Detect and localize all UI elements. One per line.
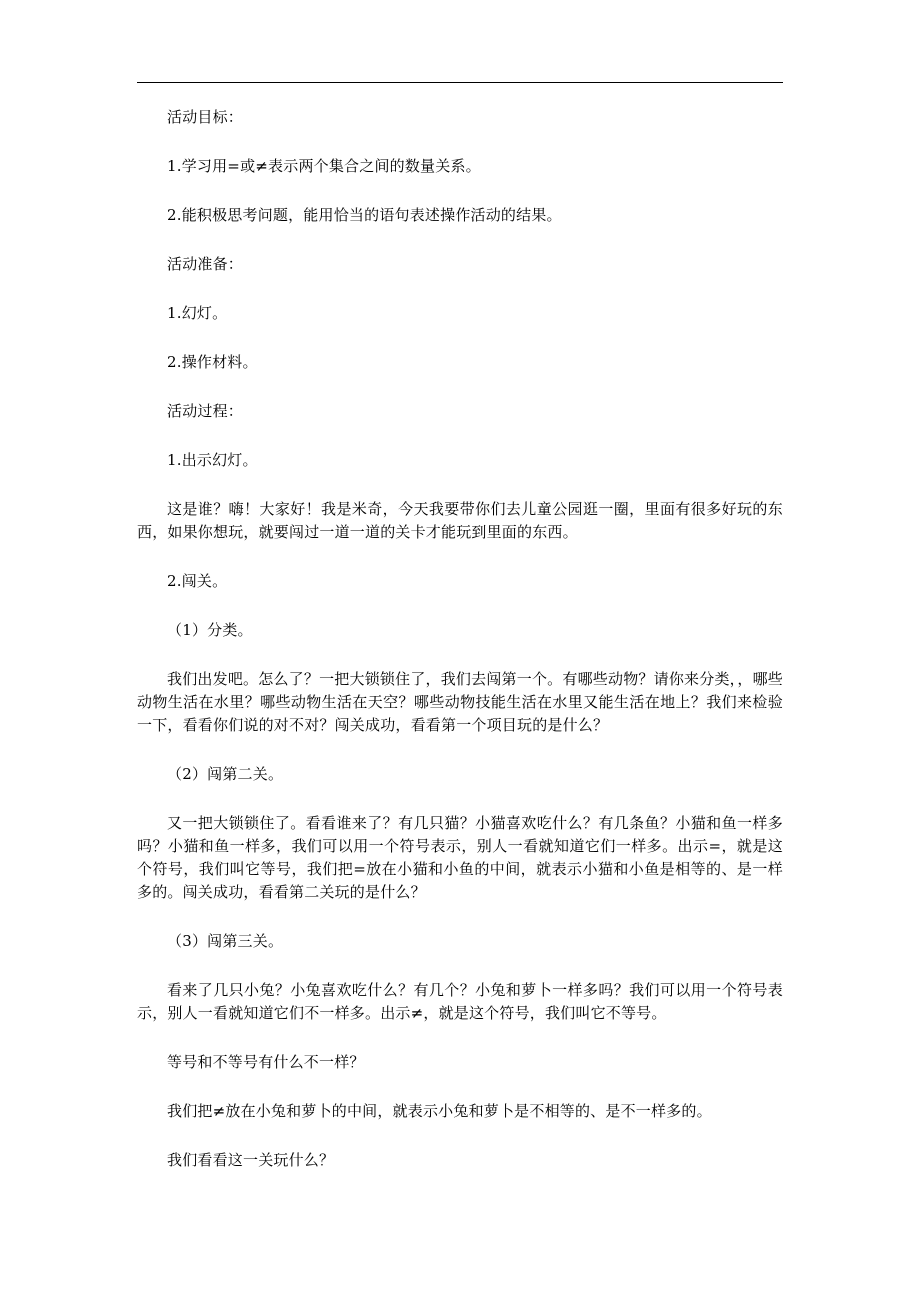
substep-3-heading: （3）闯第三关。 <box>167 932 284 950</box>
process-step-1: 1.出示幻灯。 <box>167 451 258 469</box>
substep-2-heading: （2）闯第二关。 <box>167 765 284 783</box>
header-rule <box>137 82 783 83</box>
substep-3-text: 看来了几只小兔？小兔喜欢吃什么？有几个？小兔和萝卜一样多吗？我们可以用一个符号表示，别人一看就知道它们不一样多。出示≠，就是这个符号，我们叫它不等号。 <box>137 981 783 1022</box>
preparation-item-1: 1.幻灯。 <box>167 304 228 322</box>
goal-item-2: 2.能积极思考问题，能用恰当的语句表述操作活动的结果。 <box>167 206 562 224</box>
process-step-1-text: 这是谁？嗨！大家好！我是米奇，今天我要带你们去儿童公园逛一圈，里面有很多好玩的东西，如果你想玩，就要闯过一道一道的关卡才能玩到里面的东西。 <box>137 500 783 541</box>
heading-activity-preparation: 活动准备： <box>167 255 244 273</box>
unequal-explanation: 我们把≠放在小兔和萝卜的中间，就表示小兔和萝卜是不相等的、是不一样多的。 <box>167 1102 712 1120</box>
substep-1-text: 我们出发吧。怎么了？一把大锁锁住了，我们去闯第一个。有哪些动物？请你来分类，，哪些动物生活在水里？哪些动物生活在天空？哪些动物技能生活在水里又能生活在地上？我们来检验一下，看看你们说的对不对？闯关成功，看看第一个项目玩的是什么？ <box>137 670 783 734</box>
document-body <box>137 106 783 1198</box>
preparation-item-2: 2.操作材料。 <box>167 353 258 371</box>
process-step-2: 2.闯关。 <box>167 572 228 590</box>
substep-2-text: 又一把大锁锁住了。看看谁来了？有几只猫？小猫喜欢吃什么？有几条鱼？小猫和鱼一样多吗？小猫和鱼一样多，我们可以用一个符号表示，别人一看就知道它们一样多。出示=，就是这个符号，我们叫它等号，我们把=放在小猫和小鱼的中间，就表示小猫和小鱼是相等的、是一样多的。闯关成功，看看第二关玩的是什么？ <box>137 814 783 901</box>
goal-item-1: 1.学习用=或≠表示两个集合之间的数量关系。 <box>167 157 481 175</box>
question-equal-vs-unequal: 等号和不等号有什么不一样？ <box>167 1053 365 1071</box>
heading-activity-goals: 活动目标： <box>167 108 244 126</box>
closing-question: 我们看看这一关玩什么？ <box>167 1151 335 1169</box>
heading-activity-process: 活动过程： <box>167 402 244 420</box>
substep-1-heading: （1）分类。 <box>167 621 253 639</box>
